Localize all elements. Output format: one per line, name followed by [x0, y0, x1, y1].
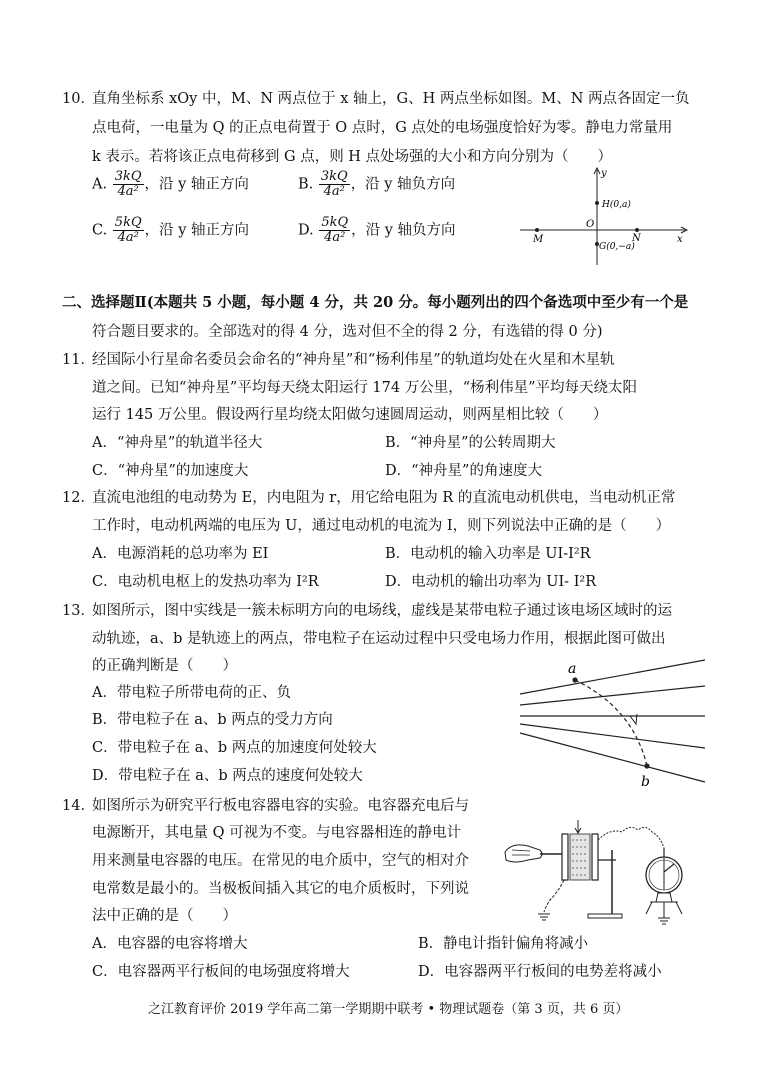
ground-wire [544, 880, 564, 912]
q14-number: 14． [62, 798, 95, 814]
q10-option-d: D. $\frac{5kQ}{\text{4a²}}$ ，沿 y 轴负方向 [298, 215, 456, 245]
q10-option-b: B. $\frac{3kQ}{\text{4a²}}$ ，沿 y 轴负方向 [298, 169, 456, 199]
q12-stem-line-1: 直流电池组的电动势为 E，内电阻为 r，用它给电阻为 R 的直流电动机供电，当电动机正常 [92, 490, 676, 506]
hand-illustration [505, 845, 542, 862]
point-h [595, 201, 599, 205]
electrometer-legs [646, 902, 682, 914]
point-a [572, 677, 577, 682]
q11-option-b: B．“神舟星”的公转周期大 [385, 435, 556, 451]
section-2-heading-line-2: 符合题目要求的。全部选对的得 4 分，选对但不全的得 2 分，有选错的得 0 分) [92, 324, 603, 340]
connecting-wire [598, 827, 664, 848]
n-label: N [632, 233, 641, 244]
field-line [520, 733, 705, 782]
q14-stem-line-2: 电源断开，其电量 Q 可视为不变。与电容器相连的静电计 [92, 825, 462, 841]
page-footer: 之江教育评价 2019 学年高二第一学期期中联考 • 物理试题卷（第 3 页，共 6 页） [148, 1002, 629, 1017]
q13-option-b: B．带电粒子在 a、b 两点的受力方向 [92, 712, 333, 728]
right-plate [592, 834, 598, 880]
y-label: y [601, 168, 607, 179]
q13-field-line-figure [515, 658, 710, 793]
electrometer-neck [656, 893, 672, 902]
q11-option-c: C．“神舟星”的加速度大 [92, 463, 249, 479]
q12-stem-line-2: 工作时，电动机两端的电压为 U，通过电动机的电流为 I，则下列说法中正确的是（ ） [92, 518, 671, 534]
q12-option-c: C．电动机电枢上的发热功率为 I²R [92, 574, 319, 590]
fraction: $\frac{3kQ}{\text{4a²}}$ [320, 169, 348, 199]
q13-stem-line-1: 如图所示，图中实线是一簇未标明方向的电场线，虚线是某带电粒子通过该电场区域时的运 [92, 603, 672, 619]
x-label: x [677, 234, 683, 245]
q10-number: 10． [62, 91, 95, 107]
point-b [644, 763, 649, 768]
q12-number: 12． [62, 490, 95, 506]
q13-option-c: C．带电粒子在 a、b 两点的加速度何处较大 [92, 740, 377, 756]
q10-stem-line-3: k 表示。若将该正点电荷移到 G 点，则 H 点处场强的大小和方向分别为（ ） [92, 149, 613, 165]
q14-capacitor-apparatus-figure [500, 820, 700, 930]
point-n [635, 228, 639, 232]
q13-number: 13． [62, 603, 95, 619]
q12-option-a: A．电源消耗的总功率为 EI [92, 546, 269, 562]
h-label: H(0,a) [602, 200, 631, 210]
q14-stem-line-5: 法中正确的是（ ） [92, 908, 237, 924]
q10-option-a: A. $\frac{3kQ}{\text{4a²}}$ ，沿 y 轴正方向 [92, 169, 249, 199]
stand-base [588, 914, 622, 918]
b-label: b [641, 774, 650, 790]
fraction: $\frac{5kQ}{\text{4a²}}$ [114, 215, 142, 245]
q11-number: 11． [62, 352, 95, 368]
left-plate [562, 834, 568, 880]
electrometer-ground [658, 918, 670, 924]
q13-option-d: D．带电粒子在 a、b 两点的速度何处较大 [92, 768, 363, 784]
q10-stem-line-1: 直角坐标系 xOy 中，M、N 两点位于 x 轴上，G、H 两点坐标如图。M、N 两点各固定一负 [92, 91, 690, 107]
q11-stem-line-3: 运行 145 万公里。假设两行星均绕太阳做匀速圆周运动，则两星相比较（ ） [92, 407, 608, 423]
o-label: O [586, 219, 595, 230]
q10-option-c: C. $\frac{5kQ}{\text{4a²}}$ ，沿 y 轴正方向 [92, 215, 250, 245]
q11-stem-line-1: 经国际小行星命名委员会命名的“神舟星”和“杨利伟星”的轨道均处在火星和木星轨 [92, 352, 615, 368]
fraction: $\frac{3kQ}{\text{4a²}}$ [114, 169, 142, 199]
q11-option-d: D．“神舟星”的角速度大 [385, 463, 542, 479]
dielectric-slab [570, 834, 590, 880]
a-label: a [568, 661, 577, 677]
m-label: M [533, 234, 544, 245]
g-label: G(0,−a) [599, 242, 635, 252]
q10-coordinate-figure [515, 165, 695, 275]
q14-stem-line-3: 用来测量电容器的电压。在常见的电介质中，空气的相对介 [92, 853, 469, 869]
q14-option-a: A．电容器的电容将增大 [92, 936, 248, 952]
q13-stem-line-2: 动轨迹，a、b 是轨迹上的两点，带电粒子在运动过程中只受电场力作用，根据此图可做出 [92, 631, 666, 647]
point-m [535, 228, 539, 232]
q12-option-b: B．电动机的输入功率是 UI-I²R [385, 546, 591, 562]
q14-option-b: B．静电计指针偏角将减小 [418, 936, 589, 952]
fraction: $\frac{5kQ}{\text{4a²}}$ [321, 215, 349, 245]
q13-stem-line-3: 的正确判断是（ ） [92, 658, 237, 674]
section-2-heading: 二、选择题Ⅱ(本题共 5 小题，每小题 4 分，共 20 分。每小题列出的四个备选项中至少有一个是 [62, 294, 689, 311]
ground-symbol [538, 914, 550, 920]
q13-option-a: A．带电粒子所带电荷的正、负 [92, 685, 291, 701]
q11-option-a: A．“神舟星”的轨道半径大 [92, 435, 263, 451]
q14-stem-line-1: 如图所示为研究平行板电容器电容的实验。电容器充电后与 [92, 798, 469, 814]
q12-option-d: D．电动机的输出功率为 UI- I²R [385, 574, 597, 590]
q11-stem-line-2: 道之间。已知“神舟星”平均每天绕太阳运行 174 万公里，“杨利伟星”平均每天绕太阳 [92, 380, 638, 396]
field-line [520, 724, 705, 748]
q14-option-c: C．电容器两平行板间的电场强度将增大 [92, 964, 350, 980]
q14-option-d: D．电容器两平行板间的电势差将减小 [418, 964, 662, 980]
q14-stem-line-4: 电常数是最小的。当极板间插入其它的电介质板时，下列说 [92, 881, 469, 897]
q10-stem-line-2: 点电荷，一电量为 Q 的正点电荷置于 O 点时，G 点处的电场强度恰好为零。静电力常量用 [92, 120, 673, 136]
